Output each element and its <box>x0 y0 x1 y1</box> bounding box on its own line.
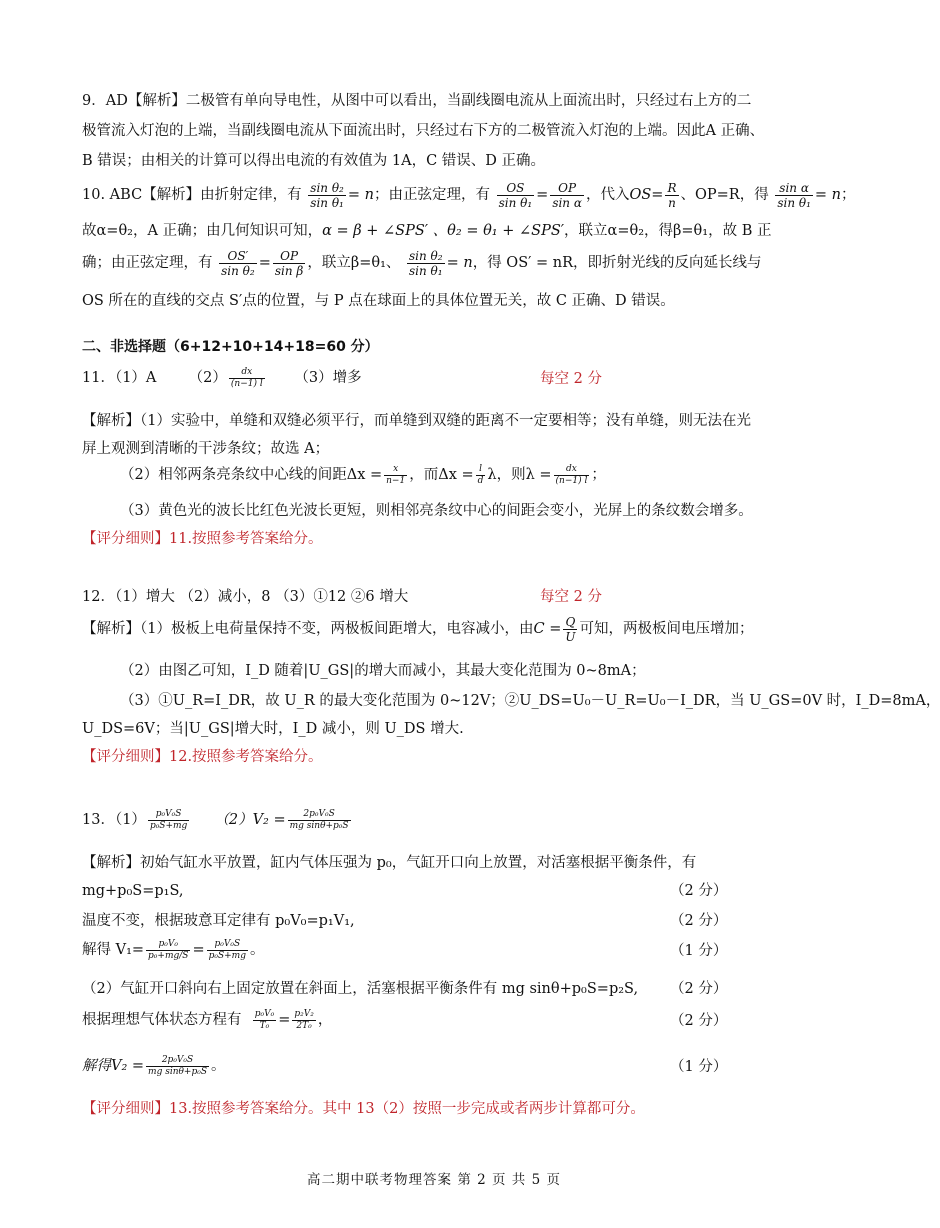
q13-explain-4: 解得 V₁= $\frac{\text{p₀V₀}}{\text{p₀+mg/S}}$ = $\frac{\text{p₀V₀S}}{\text{p₀S+mg}}$ 。 <box>82 938 265 961</box>
fraction: $\frac{x}{n-1}$ <box>386 463 406 486</box>
fraction: $\frac{Q}{U}$ <box>565 614 576 644</box>
q12-explain-2: （2）由图乙可知，I_D 随着|U_GS|的增大而减小，其最大变化范围为 0~8mA； <box>120 663 646 679</box>
fraction: $\frac{dx}{(n-1) l}$ <box>555 463 588 486</box>
q12-explain-3: （3）①U_R=I_DR，故 U_R 的最大变化范围为 0~12V；②U_DS=U₀－U_R=U₀－I_DR，当 U_GS=0V 时，I_D=8mA， <box>120 693 940 709</box>
q12-answer: 12．（1）增大 （2）减小，8 （3）①12 ②6 增大 <box>82 589 409 605</box>
fraction: $\frac{dx}{(n-1) l}$ <box>230 366 263 389</box>
q11-explain-1: 【解析】（1）实验中，单缝和双缝必须平行，而单缝到双缝的距离不一定要相等；没有单缝，则无法在光 <box>82 413 751 429</box>
q13-answer: 13．（1） $\frac{\text{p₀V₀S}}{\text{p₀S+mg}}$ （2）V₂ = $\frac{\text{2p₀V₀S}}{\text{mg sinθ+p₀S}}$ <box>82 808 349 831</box>
fraction: $\frac{\text{p₂V₂}}{\text{2T₀}}$ <box>294 1008 314 1031</box>
q13-explain-5: （2）气缸开口斜向右上固定放置在斜面上，活塞根据平衡条件有 mg sinθ+p₀S=p₂S, <box>82 981 639 997</box>
fraction: $\frac{\text{p₀V₀}}{\text{T₀}}$ <box>254 1008 275 1031</box>
q11-explain-3: （2）相邻两条亮条纹中心线的间距Δx = $\frac{x}{n-1}$ ，而Δx = $\frac{l}{d}$ λ，则λ = $\frac{dx}{(n-1) l}$ ； <box>120 463 606 486</box>
q13-points: （2 分） <box>670 883 728 899</box>
q13-explain-2: mg+p₀S=p₁S, <box>82 883 184 899</box>
q11-rule: 【评分细则】11.按照参考答案给分。 <box>82 531 323 547</box>
q12-rule: 【评分细则】12.按照参考答案给分。 <box>82 749 323 765</box>
q13-explain-7: 解得V₂ = $\frac{\text{2p₀V₀S}}{\text{mg sinθ+p₀S}}$ 。 <box>82 1054 226 1077</box>
fraction: $\frac{OS'}{\text{sin θ₂}}$ <box>221 248 255 278</box>
q9-line-1: 9．AD【解析】二极管有单向导电性，从图中可以看出，当副线圈电流从上面流出时，只经过右上方的二 <box>82 93 752 109</box>
q13-rule: 【评分细则】13.按照参考答案给分。其中 13（2）按照一步完成或者两步计算都可分。 <box>82 1101 645 1117</box>
fraction: $\frac{\text{sin θ₂}}{\text{sin θ₁}}$ <box>310 180 344 210</box>
q11-explain-4: （3）黄色光的波长比红色光波长更短，则相邻亮条纹中心的间距会变小，光屏上的条纹数会增多。 <box>120 503 753 519</box>
q13-points: （1 分） <box>670 943 728 959</box>
fraction: $\frac{\text{sin α}}{\text{sin θ₁}}$ <box>777 180 811 210</box>
q12-explain-1: 【解析】（1）极板上电荷量保持不变，两极板间距增大，电容减小，由C = $\frac{Q}{U}$ 可知，两极板间电压增加； <box>82 614 754 644</box>
fraction: $\frac{l}{d}$ <box>477 463 484 486</box>
q10-line-3: 确；由正弦定理，有 $\frac{OS'}{\text{sin θ₂}}$ = $\frac{OP}{\text{sin β}}$ ，联立β=θ₁、 $\frac{\text{sin θ₂}}{\text{sin θ₁}}$ = n，得 OS′ = nR，即折射光线的反向延长线与 <box>82 248 762 278</box>
q13-points: （2 分） <box>670 1013 728 1029</box>
fraction: $\frac{\text{p₀V₀S}}{\text{p₀S+mg}}$ <box>149 808 188 831</box>
q10-line-2: 故α=θ₂，A 正确；由几何知识可知，α = β + ∠SPS′ 、θ₂ = θ₁ + ∠SPS′，联立α=θ₂，得β=θ₁，故 B 正 <box>82 223 772 239</box>
fraction: $\frac{\text{2p₀V₀S}}{\text{mg sinθ+p₀S}}$ <box>289 808 349 831</box>
q10-text: 10. ABC【解析】由折射定律，有 <box>82 187 302 203</box>
fraction: $\frac{OP}{\text{sin β}}$ <box>274 248 304 278</box>
fraction: $\frac{R}{n}$ <box>667 180 677 210</box>
fraction: $\frac{\text{p₀V₀}}{\text{p₀+mg/S}}$ <box>148 938 189 961</box>
fraction: $\frac{\text{2p₀V₀S}}{\text{mg sinθ+p₀S}}$ <box>148 1054 207 1077</box>
q13-explain-6: 根据理想气体状态方程有 $\frac{\text{p₀V₀}}{\text{T₀}}$ = $\frac{\text{p₂V₂}}{\text{2T₀}}$ ， <box>82 1008 333 1031</box>
section-heading: 二、非选择题（6+12+10+14+18=60 分） <box>82 339 379 355</box>
q13-points: （1 分） <box>670 1059 728 1075</box>
q11-explain-2: 屏上观测到清晰的干涉条纹；故选 A； <box>82 441 330 457</box>
q10-line-1: 10. ABC【解析】由折射定律，有 $\frac{\text{sin θ₂}}{\text{sin θ₁}}$ = n；由正弦定理，有 $\frac{OS}{\text{sin θ₁}}$ = $\frac{OP}{\text{sin α}}$ ，代入OS= $\frac{R}{n}$ 、OP=R，得 $\frac{\text{sin α}}{\text{sin θ₁}}$ = n； <box>82 180 856 210</box>
q12-score: 每空 2 分 <box>540 589 602 605</box>
q13-points: （2 分） <box>670 981 728 997</box>
q11-score: 每空 2 分 <box>540 371 602 387</box>
q13-explain-3: 温度不变，根据玻意耳定律有 p₀V₀=p₁V₁, <box>82 913 355 929</box>
fraction: $\frac{OP}{\text{sin α}}$ <box>552 180 582 210</box>
q10-line-4: OS 所在的直线的交点 S′点的位置，与 P 点在球面上的具体位置无关，故 C 正确、D 错误。 <box>82 293 675 309</box>
page-footer: 高二期中联考物理答案 第 2 页 共 5 页 <box>307 1172 561 1188</box>
fraction: $\frac{\text{p₀V₀S}}{\text{p₀S+mg}}$ <box>208 938 246 961</box>
fraction: $\frac{\text{sin θ₂}}{\text{sin θ₁}}$ <box>409 248 443 278</box>
q9-line-3: B 错误；由相关的计算可以得出电流的有效值为 1A，C 错误、D 正确。 <box>82 153 546 169</box>
q11-answer: 11．（1）A （2） $\frac{dx}{(n-1) l}$ （3）增多 <box>82 366 362 389</box>
q13-points: （2 分） <box>670 913 728 929</box>
q9-line-2: 极管流入灯泡的上端，当副线圈电流从下面流出时，只经过右下方的二极管流入灯泡的上端。因此A 正确、 <box>82 123 765 139</box>
fraction: $\frac{OS}{\text{sin θ₁}}$ <box>498 180 533 210</box>
q12-explain-4: U_DS=6V；当|U_GS|增大时，I_D 减小，则 U_DS 增大. <box>82 721 464 737</box>
q13-explain-1: 【解析】初始气缸水平放置，缸内气体压强为 p₀，气缸开口向上放置，对活塞根据平衡条件，有 <box>82 855 697 871</box>
